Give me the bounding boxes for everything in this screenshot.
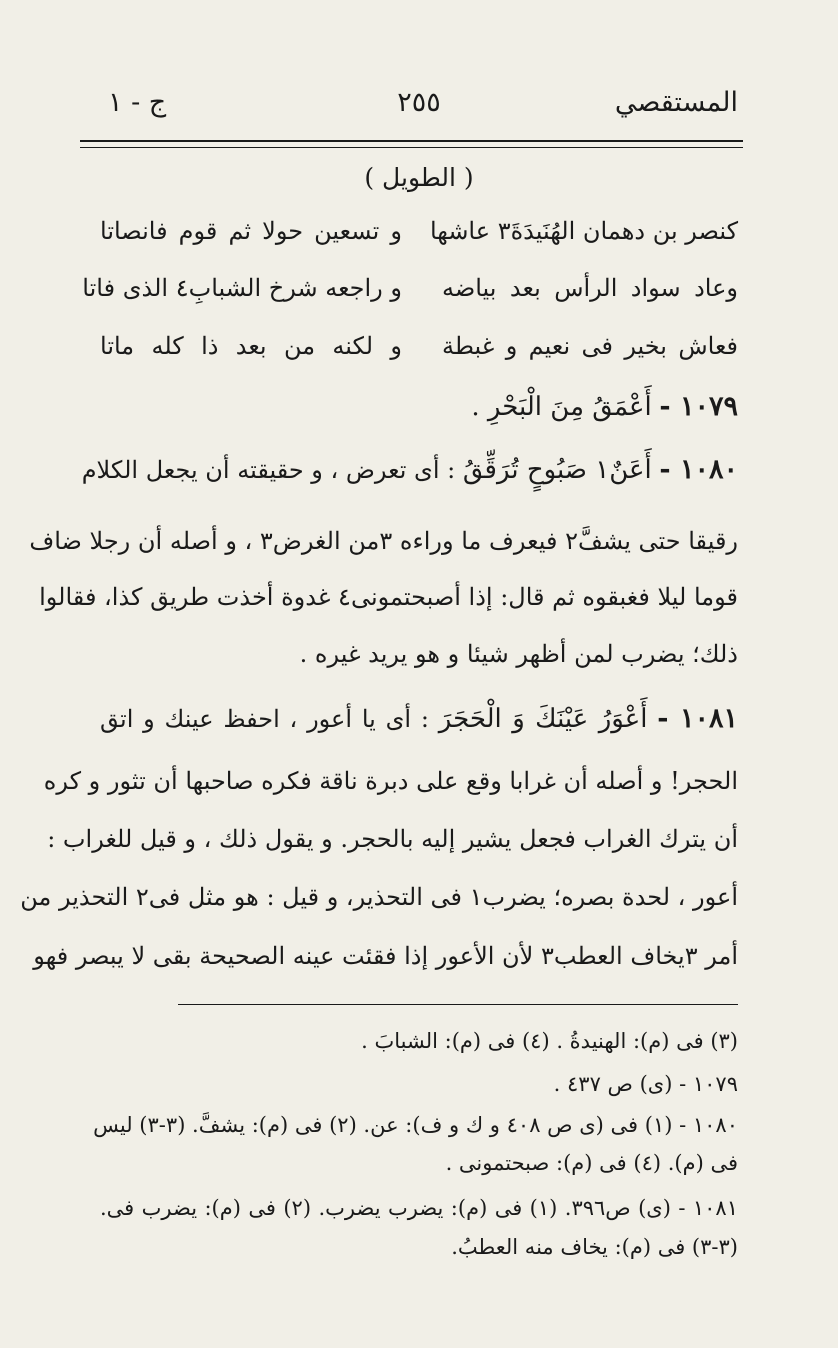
entry-1080-line: قوما ليلا فغبقوه ثم قال: إذا أصبحتمونى٤ غدوة أخذت طريق كذا، فقالوا	[39, 583, 738, 611]
header-rule-thin	[80, 147, 743, 148]
entry-1081-line: أن يترك الغراب فجعل يشير إليه بالحجر. و يقول ذلك ، و قيل للغراب :	[47, 825, 738, 853]
verse-second-hemistich: و تسعين حولا ثم قوم فانصاتا	[100, 217, 402, 245]
footnote-line: ١٠٧٩ - (ى) ص ٤٣٧ .	[553, 1072, 738, 1096]
verse	[100, 208, 738, 254]
entry-text: : أى تعرض ، و حقيقته أن يجعل الكلام	[81, 456, 456, 484]
entry-1079	[100, 387, 738, 427]
verse-first-hemistich: وعاد سواد الرأس بعد بياضه	[442, 274, 738, 302]
entry-number: ١٠٨٠ -	[659, 454, 738, 485]
running-title: المستقصي	[614, 87, 738, 118]
entry-headword: أَعَنٌ١ صَبُوحٍ تُرَقِّقُ	[462, 455, 652, 485]
entry-1080-line: ذلك؛ يضرب لمن أظهر شيئا و هو يريد غيره .	[299, 640, 738, 668]
verse	[100, 323, 738, 369]
entry-1081-line	[100, 699, 738, 739]
entry-text: : أى يا أعور ، احفظ عينك و اتق	[100, 705, 429, 733]
verse	[82, 265, 738, 311]
footnote-line: ١٠٨١ - (ى) ص٣٩٦. (١) فى (م): يضرب يضرب. (٢) فى (م): يضرب فى.	[100, 1196, 738, 1220]
verse-second-hemistich: و راجعه شرخ الشبابِ٤ الذى فاتا	[82, 274, 402, 302]
entry-headword: أَعْمَقُ مِنَ الْبَحْرِ .	[471, 392, 652, 422]
entry-headword: أَعْوَرُ عَيْنَكَ وَ الْحَجَرَ	[438, 704, 648, 734]
page-number: ٢٥٥	[397, 87, 441, 118]
header-rule	[80, 140, 743, 142]
entry-1080-line	[81, 450, 738, 490]
verse-first-hemistich: فعاش بخير فى نعيم و غبطة	[442, 332, 738, 360]
footnote-line: ١٠٨٠ - (١) فى (ى ص ٤٠٨ و ك و ف): عن. (٢) فى (م): يشفَّ. (٣-٣) ليس	[93, 1113, 738, 1137]
footnote-rule	[178, 1004, 738, 1005]
verse-first-hemistich: كنصر بن دهمان الهُنَيدَةَ٣ عاشها	[429, 217, 738, 245]
entry-1080-line: رقيقا حتى يشفَّ٢ فيعرف ما وراءه ٣من الغرض٣ ، و أصله أن رجلا ضاف	[29, 527, 738, 555]
footnote-line: (٣) فى (م): الهنيدةُ . (٤) فى (م): الشبابَ .	[361, 1029, 738, 1053]
entry-number: ١٠٨١ -	[657, 703, 739, 734]
volume-label: ج - ١	[108, 87, 167, 118]
footnote-line: (٣-٣) فى (م): يخاف منه العطبُ.	[451, 1235, 738, 1259]
entry-number: ١٠٧٩ -	[659, 391, 738, 422]
meter-label: ( الطويل )	[364, 163, 474, 192]
entry-1081-line: أعور ، لحدة بصره؛ يضرب١ فى التحذير، و قيل : هو مثل فى٢ التحذير من	[20, 883, 738, 911]
verse-second-hemistich: و لكنه من بعد ذا كله ماتا	[100, 332, 402, 360]
entry-1081-line: الحجر! و أصله أن غرابا وقع على دبرة ناقة فكره صاحبها أن تثور و كره	[43, 767, 738, 795]
footnote-line: فى (م). (٤) فى (م): صبحتمونى .	[445, 1151, 738, 1175]
entry-1081-line: أمر ٣يخاف العطب٣ لأن الأعور إذا فقئت عينه الصحيحة بقى لا يبصر فهو	[33, 942, 738, 970]
